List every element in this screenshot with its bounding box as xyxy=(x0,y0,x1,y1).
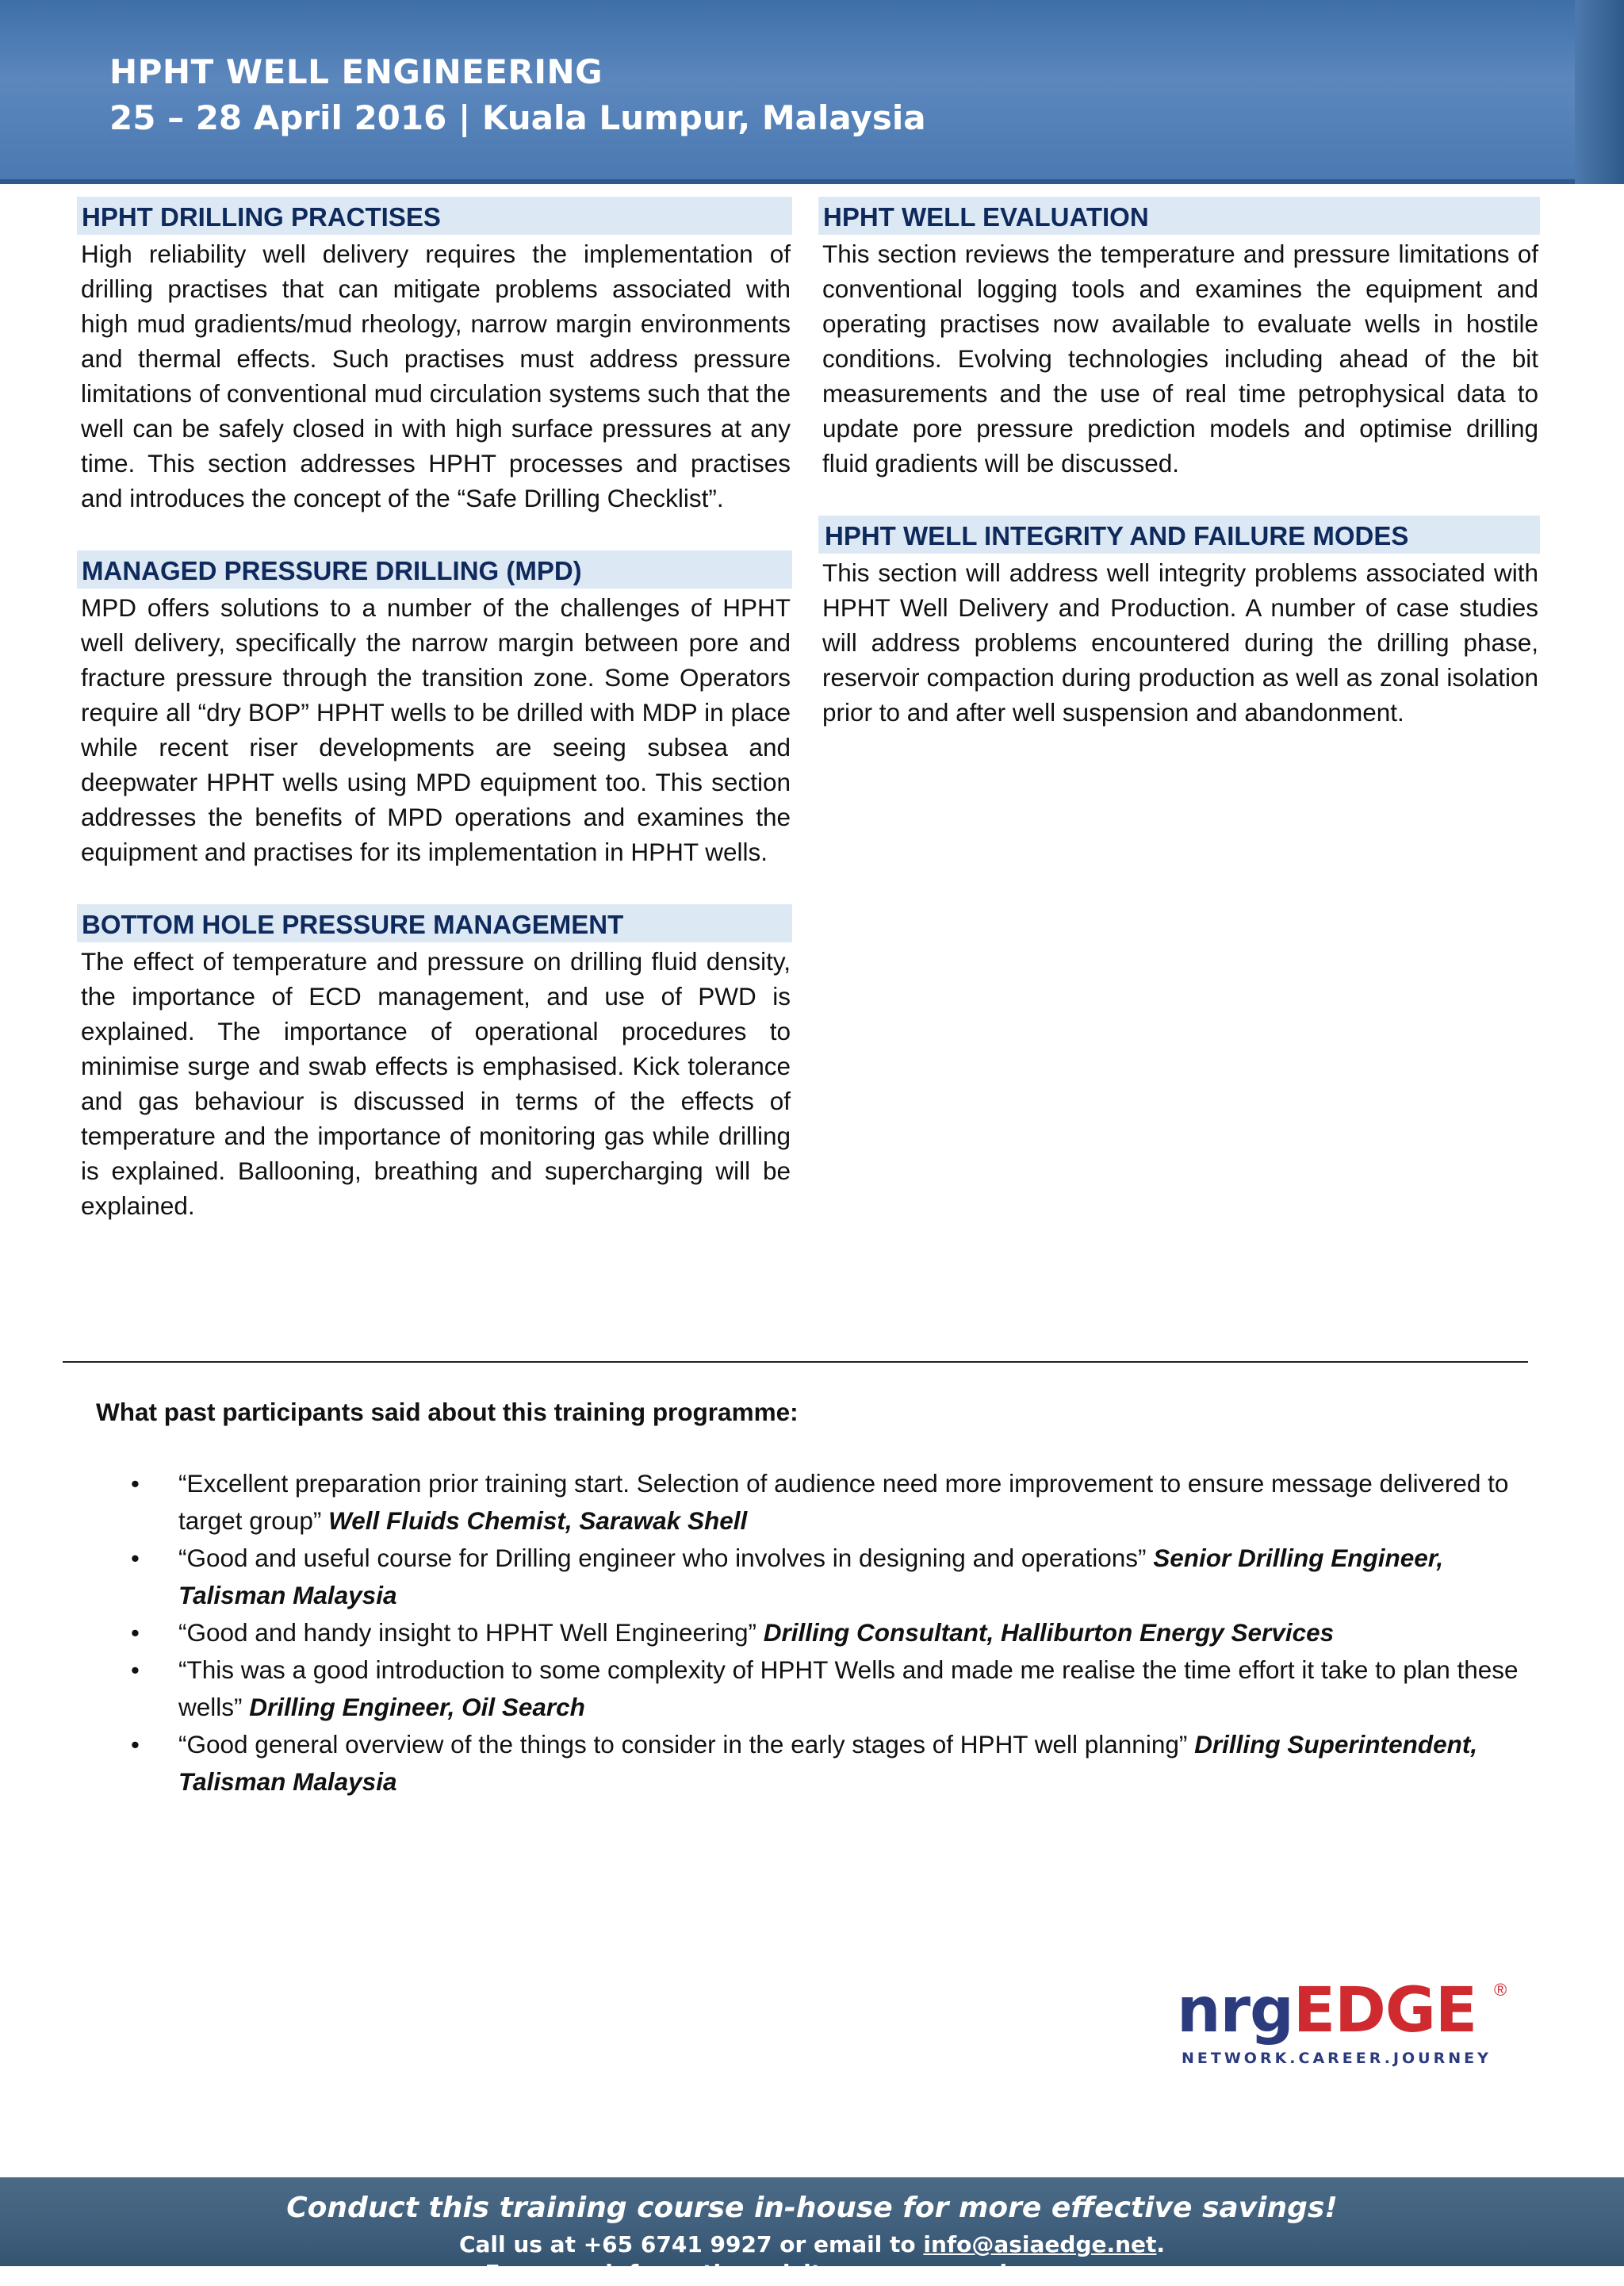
email-link[interactable]: info@asiaedge.net xyxy=(923,2231,1157,2257)
logo-tagline: NETWORK.CAREER.JOURNEY xyxy=(1182,2050,1492,2067)
testimonial-attribution: Drilling Superintendent, Talisman Malaysia xyxy=(178,1730,1478,1796)
section-heading: HPHT DRILLING PRACTISES xyxy=(77,197,792,235)
testimonial-quote: “Good general overview of the things to consider in the early stages of HPHT well planning” xyxy=(178,1730,1188,1759)
testimonial-attribution: Drilling Consultant, Halliburton Energy Services xyxy=(763,1618,1335,1647)
testimonial-attribution: Senior Drilling Engineer, Talisman Malaysia xyxy=(178,1544,1444,1609)
testimonial-quote: “Good and useful course for Drilling engineer who involves in designing and operations” xyxy=(178,1544,1147,1572)
registered-icon: ® xyxy=(1494,1980,1507,2000)
section-heading: MANAGED PRESSURE DRILLING (MPD) xyxy=(77,550,792,589)
testimonial-item xyxy=(96,1465,1539,1540)
testimonial-item xyxy=(96,1540,1539,1614)
section-heading: BOTTOM HOLE PRESSURE MANAGEMENT xyxy=(77,904,792,942)
section-body: This section reviews the temperature and pressure limitations of conventional logging tools and examines the equipment and operating practises now available to evaluate wells in hostile conditions. Evolving technologies including ahead of the bit measurements and the use of real time petrophysical data to update pore pressure prediction models and optimise drilling fluid gradients will be discussed. xyxy=(822,240,1538,478)
header-banner xyxy=(0,0,1624,184)
testimonial-quote: “This was a good introduction to some complexity of HPHT Wells and made me realise the time effort it take to plan these wells” xyxy=(178,1655,1519,1721)
section-well-evaluation xyxy=(818,197,1540,481)
testimonial-item xyxy=(96,1726,1539,1801)
bullet-icon: • xyxy=(131,1470,140,1498)
course-date-location: 25 – 28 April 2016 | Kuala Lumpur, Malaysia xyxy=(109,98,926,137)
footer-banner xyxy=(0,2177,1624,2286)
bullet-icon: • xyxy=(131,1619,140,1647)
horizontal-divider xyxy=(63,1361,1528,1363)
right-column xyxy=(818,197,1540,765)
section-body: This section will address well integrity problems associated with HPHT Well Delivery and Production. A number of case studies will address problems encountered during the drilling phase, reservoir compaction during production as well as zonal isolation prior to and after well suspension and abandonment. xyxy=(822,558,1538,727)
footer-more-info: For more information, visit our company homepage. xyxy=(485,2260,1139,2286)
section-body: High reliability well delivery requires the implementation of drilling practises that can mitigate problems associated with high mud gradients/mud rheology, narrow margin environments and thermal effects. Such practises must address pressure limitations of conventional mud circulation systems such that the well can be safely closed in with high surface pressures at any time. This section addresses HPHT processes and practises and introduces the concept of the “Safe Drilling Checklist”. xyxy=(81,240,791,512)
footer-contact-text: Call us at +65 6741 9927 or email to xyxy=(458,2231,916,2257)
section-body: MPD offers solutions to a number of the challenges of HPHT well delivery, specifically the narrow margin between pore and fracture pressure through the transition zone. Some Operators require all “dry BOP” HPHT wells to be drilled with MDP in place while recent riser developments are seeing subsea and deepwater HPHT wells using MPD equipment too. This section addresses the benefits of MPD operations and examines the equipment and practises for its implementation in HPHT wells. xyxy=(81,593,791,866)
logo-nrg-text: nrg xyxy=(1177,1975,1293,2046)
footer-contact xyxy=(0,2231,1624,2257)
section-managed-pressure-drilling xyxy=(77,550,792,869)
course-title: HPHT WELL ENGINEERING xyxy=(109,52,603,91)
section-heading: HPHT WELL INTEGRITY AND FAILURE MODES xyxy=(818,516,1540,554)
testimonials-list xyxy=(96,1465,1539,1801)
section-drilling-practises xyxy=(77,197,792,516)
left-column xyxy=(77,197,792,1258)
bullet-icon: • xyxy=(131,1731,140,1759)
section-bottom-hole-pressure xyxy=(77,904,792,1223)
footer-headline: Conduct this training course in-house for more effective savings! xyxy=(286,2192,1338,2224)
bullet-icon: • xyxy=(131,1544,140,1572)
testimonial-item xyxy=(96,1651,1539,1726)
bullet-icon: • xyxy=(131,1656,140,1684)
nrgedge-logo xyxy=(1177,1975,1526,2075)
section-body: The effect of temperature and pressure on drilling fluid density, the importance of ECD management, and use of PWD is explained. The importance of operational procedures to minimise surge and swab effects is emphasised. Kick tolerance and gas behaviour is discussed in terms of the effects of temperature and the importance of monitoring gas while drilling is explained. Ballooning, breathing and supercharging will be explained. xyxy=(81,947,791,1220)
testimonials xyxy=(96,1398,1539,1801)
testimonial-item xyxy=(96,1614,1539,1651)
testimonial-quote: “Good and handy insight to HPHT Well Engineering” xyxy=(178,1618,756,1647)
testimonial-attribution: Well Fluids Chemist, Sarawak Shell xyxy=(328,1506,748,1535)
testimonial-quote: “Excellent preparation prior training start. Selection of audience need more improvement to ensure message delivered to target group” xyxy=(178,1469,1509,1535)
logo-edge-text: EDGE xyxy=(1293,1975,1477,2046)
logo-wordmark xyxy=(1177,1975,1526,2046)
section-heading: HPHT WELL EVALUATION xyxy=(818,197,1540,235)
section-well-integrity xyxy=(818,516,1540,730)
footer-contact-suffix: . xyxy=(1156,2231,1166,2257)
testimonials-heading: What past participants said about this training programme: xyxy=(96,1398,799,1426)
testimonial-attribution: Drilling Engineer, Oil Search xyxy=(249,1693,585,1721)
